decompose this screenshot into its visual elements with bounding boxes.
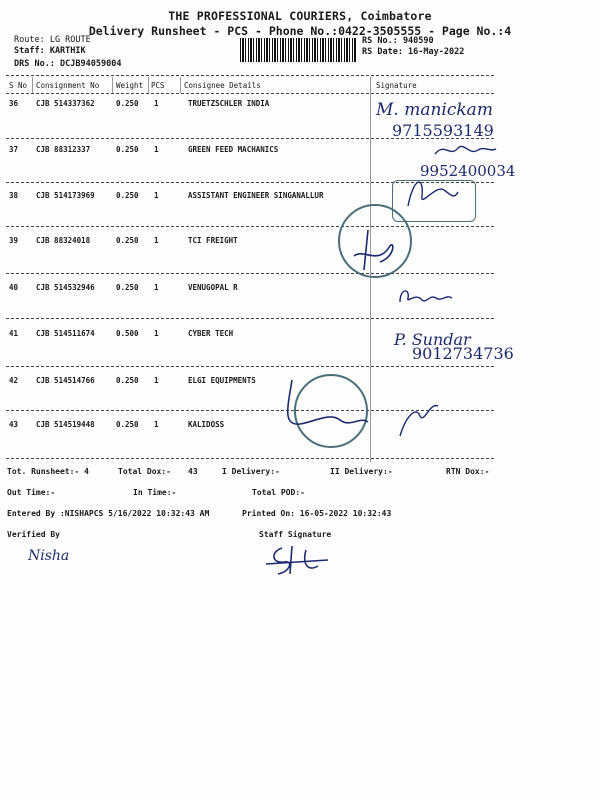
row41-pcs: 1 bbox=[154, 329, 159, 338]
col-sno: S No bbox=[9, 81, 28, 90]
document-subtitle: Delivery Runsheet - PCS - Phone No.:0422-3505555 - Page No.:4 bbox=[88, 24, 512, 38]
row36-consignee: TRUETZSCHLER INDIA bbox=[188, 99, 270, 108]
row37-sno: 37 bbox=[9, 145, 19, 154]
rs-number: RS No.: 940590 bbox=[362, 36, 434, 46]
row40-consignee: VENUGOPAL R bbox=[188, 283, 238, 292]
verified-by-label: Verified By bbox=[7, 530, 60, 539]
total-dox-label: Total Dox:- bbox=[118, 467, 171, 476]
row38-sno: 38 bbox=[9, 191, 19, 200]
signature-row37 bbox=[430, 140, 500, 160]
row-divider bbox=[6, 273, 494, 274]
col-weight: Weight bbox=[116, 81, 144, 90]
row37-consignment: CJB 88312337 bbox=[36, 145, 91, 154]
row43-pcs: 1 bbox=[154, 420, 159, 429]
staff-signature bbox=[262, 542, 332, 578]
signature-row40 bbox=[396, 284, 456, 308]
row36-pcs: 1 bbox=[154, 99, 159, 108]
row36-consignment: CJB 514337362 bbox=[36, 99, 95, 108]
row43-consignee: KALIDOSS bbox=[188, 420, 225, 429]
verified-signature: Nisha bbox=[28, 548, 70, 564]
row40-pcs: 1 bbox=[154, 283, 159, 292]
handwritten-phone-row41: 9012734736 bbox=[412, 344, 514, 363]
row43-sno: 43 bbox=[9, 420, 19, 429]
row40-weight: 0.250 bbox=[116, 283, 139, 292]
row37-pcs: 1 bbox=[154, 145, 159, 154]
handwritten-phone-row37: 9952400034 bbox=[420, 162, 516, 180]
row42-pcs: 1 bbox=[154, 376, 159, 385]
row42-consignment: CJB 514514766 bbox=[36, 376, 95, 385]
row41-weight: 0.500 bbox=[116, 329, 139, 338]
col-signature: Signature bbox=[376, 81, 417, 90]
row38-weight: 0.250 bbox=[116, 191, 139, 200]
row41-consignee: CYBER TECH bbox=[188, 329, 234, 338]
row41-sno: 41 bbox=[9, 329, 19, 338]
drs-number: DRS No.: DCJB94059004 bbox=[14, 59, 122, 69]
row42-weight: 0.250 bbox=[116, 376, 139, 385]
row36-sno: 36 bbox=[9, 99, 19, 108]
col-pcs: PCS bbox=[151, 81, 165, 90]
entered-by: Entered By :NISHAPCS 5/16/2022 10:32:43 AM bbox=[7, 509, 210, 518]
col-sep bbox=[148, 77, 149, 93]
handwritten-name-row41: P. Sundar bbox=[394, 330, 471, 349]
signature-row38 bbox=[400, 172, 460, 212]
i-delivery: I Delivery:- bbox=[222, 467, 280, 476]
row38-consignee: ASSISTANT ENGINEER SINGANALLUR bbox=[188, 191, 324, 200]
staff-label: Staff: KARTHIK bbox=[14, 46, 86, 56]
header-divider-top bbox=[6, 75, 494, 76]
total-pod: Total POD:- bbox=[252, 488, 305, 497]
col-consignment: Consignment No bbox=[36, 81, 100, 90]
row-divider bbox=[6, 226, 494, 227]
out-time: Out Time:- bbox=[7, 488, 56, 497]
total-dox-value: 43 bbox=[188, 467, 198, 476]
row36-weight: 0.250 bbox=[116, 99, 139, 108]
col-sep bbox=[180, 77, 181, 93]
row39-pcs: 1 bbox=[154, 236, 159, 245]
signature-row42-43 bbox=[270, 376, 440, 446]
row39-consignment: CJB 88324018 bbox=[36, 236, 91, 245]
row-divider bbox=[6, 458, 494, 459]
staff-signature-label: Staff Signature bbox=[259, 530, 332, 539]
header-divider-bottom bbox=[6, 93, 494, 94]
row39-sno: 39 bbox=[9, 236, 19, 245]
row39-weight: 0.250 bbox=[116, 236, 139, 245]
route-label: Route: LG ROUTE bbox=[14, 35, 91, 45]
handwritten-phone-row36: 9715593149 bbox=[392, 121, 494, 140]
handwritten-name-row36: M. manickam bbox=[376, 100, 493, 120]
barcode bbox=[240, 38, 356, 62]
row41-consignment: CJB 514511674 bbox=[36, 329, 95, 338]
col-consignee: Consignee Details bbox=[184, 81, 261, 90]
row43-weight: 0.250 bbox=[116, 420, 139, 429]
col-sep bbox=[32, 77, 33, 93]
row37-weight: 0.250 bbox=[116, 145, 139, 154]
signature-row39 bbox=[350, 226, 400, 274]
row42-sno: 42 bbox=[9, 376, 19, 385]
row-divider bbox=[6, 318, 494, 319]
ii-delivery: II Delivery:- bbox=[330, 467, 393, 476]
row40-consignment: CJB 514532946 bbox=[36, 283, 95, 292]
rtn-dox: RTN Dox:- bbox=[446, 467, 490, 476]
row-divider bbox=[6, 366, 494, 367]
printed-on: Printed On: 16-05-2022 10:32:43 bbox=[242, 509, 392, 518]
row38-pcs: 1 bbox=[154, 191, 159, 200]
row39-consignee: TCI FREIGHT bbox=[188, 236, 238, 245]
total-runsheet: Tot. Runsheet:- 4 bbox=[7, 467, 89, 476]
row42-consignee: ELGI EQUIPMENTS bbox=[188, 376, 256, 385]
in-time: In Time:- bbox=[133, 488, 177, 497]
row37-consignee: GREEN FEED MACHANICS bbox=[188, 145, 279, 154]
rs-date: RS Date: 16-May-2022 bbox=[362, 47, 465, 57]
row38-consignment: CJB 514173969 bbox=[36, 191, 95, 200]
document-title: THE PROFESSIONAL COURIERS, Coimbatore bbox=[168, 9, 432, 23]
row40-sno: 40 bbox=[9, 283, 19, 292]
row43-consignment: CJB 514519448 bbox=[36, 420, 95, 429]
col-sep bbox=[112, 77, 113, 93]
